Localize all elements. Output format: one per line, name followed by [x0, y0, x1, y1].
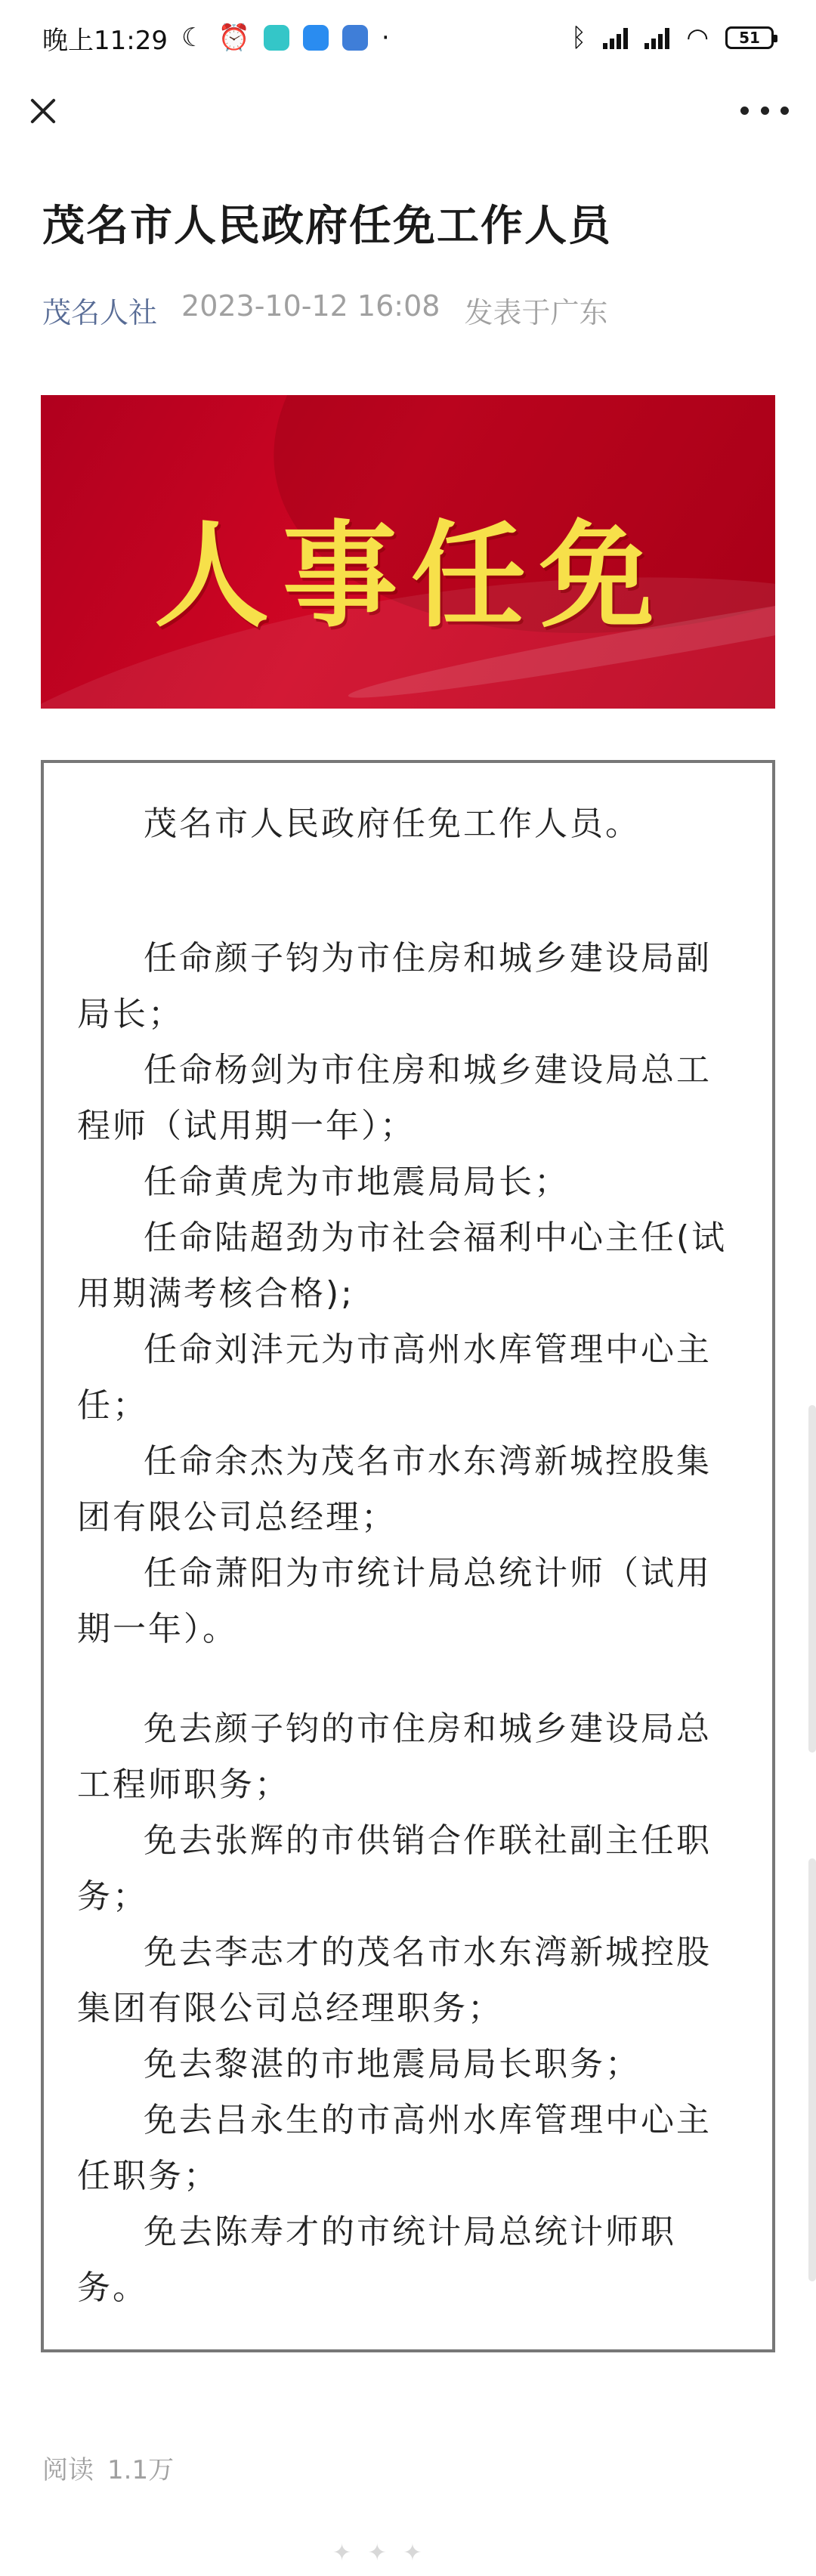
removal-item: 免去李志才的茂名市水东湾新城控股集团有限公司总经理职务； [77, 1933, 712, 2028]
appointment-item: 任命黄虎为市地震局局长； [144, 1163, 570, 1201]
appointment-item: 任命杨剑为市住房和城乡建设局总工程师（试用期一年）； [77, 1051, 712, 1145]
battery-icon [725, 26, 774, 49]
bluetooth-icon: ᛒ [570, 23, 587, 53]
status-bar [0, 0, 816, 76]
removal-item: 免去张辉的市供销合作联社副主任职务； [77, 1821, 712, 1916]
article-meta [42, 289, 607, 331]
removal-item: 免去颜子钧的市住房和城乡建设局总工程师职务； [77, 1710, 712, 1804]
article-content [41, 760, 775, 2352]
appointment-item: 任命萧阳为市统计局总统计师（试用期一年）。 [77, 1554, 712, 1648]
read-count [42, 2449, 174, 2486]
removal-item: 免去黎湛的市地震局局长职务； [144, 2045, 641, 2083]
scrollbar[interactable] [808, 1858, 816, 2281]
wifi-icon: ◠ [686, 23, 709, 53]
intro-paragraph: 茂名市人民政府任免工作人员。 [144, 805, 641, 843]
signal-icon [603, 26, 628, 49]
appointment-item: 任命颜子钧为市住房和城乡建设局副局长； [77, 939, 712, 1033]
scrollbar[interactable] [808, 1405, 816, 1753]
status-time: 晚上11:29 [42, 25, 168, 56]
app-notification-icon [303, 25, 329, 51]
app-notification-icon [342, 25, 368, 51]
read-label: 阅读 [42, 2455, 94, 2485]
more-notifications-icon: · [381, 23, 390, 53]
app-notification-icon [264, 25, 289, 51]
publish-date: 2023-10-12 16:08 [181, 289, 440, 323]
signal-icon [644, 26, 669, 49]
appointment-item: 任命陆超劲为市社会福利中心主任(试用期满考核合格); [77, 1219, 728, 1313]
read-number: 1.1万 [107, 2455, 175, 2485]
status-right [571, 23, 774, 53]
appointment-item: 任命余杰为茂名市水东湾新城控股集团有限公司总经理； [77, 1442, 712, 1537]
moon-icon: ☾ [181, 23, 205, 53]
author-link[interactable]: 茂名人社 [42, 296, 158, 329]
battery-level: 51 [739, 29, 760, 47]
nav-bar [0, 76, 816, 145]
removal-item: 免去陈寿才的市统计局总统计师职务。 [77, 2213, 676, 2307]
appointment-item: 任命刘沣元为市高州水库管理中心主任； [77, 1330, 712, 1425]
removal-item: 免去吕永生的市高州水库管理中心主任职务； [77, 2101, 712, 2195]
more-options-icon[interactable] [740, 95, 789, 125]
watermark-logo: ✦ ✦ ✦ [332, 2540, 427, 2566]
alarm-icon: ⏰ [218, 23, 250, 53]
banner-image [41, 395, 775, 709]
close-icon[interactable] [23, 91, 63, 131]
status-left [42, 20, 390, 57]
article-title: 茂名市人民政府任免工作人员 [42, 202, 612, 251]
banner-text: 人事任免 [154, 509, 668, 643]
publish-location: 发表于广东 [464, 296, 608, 329]
